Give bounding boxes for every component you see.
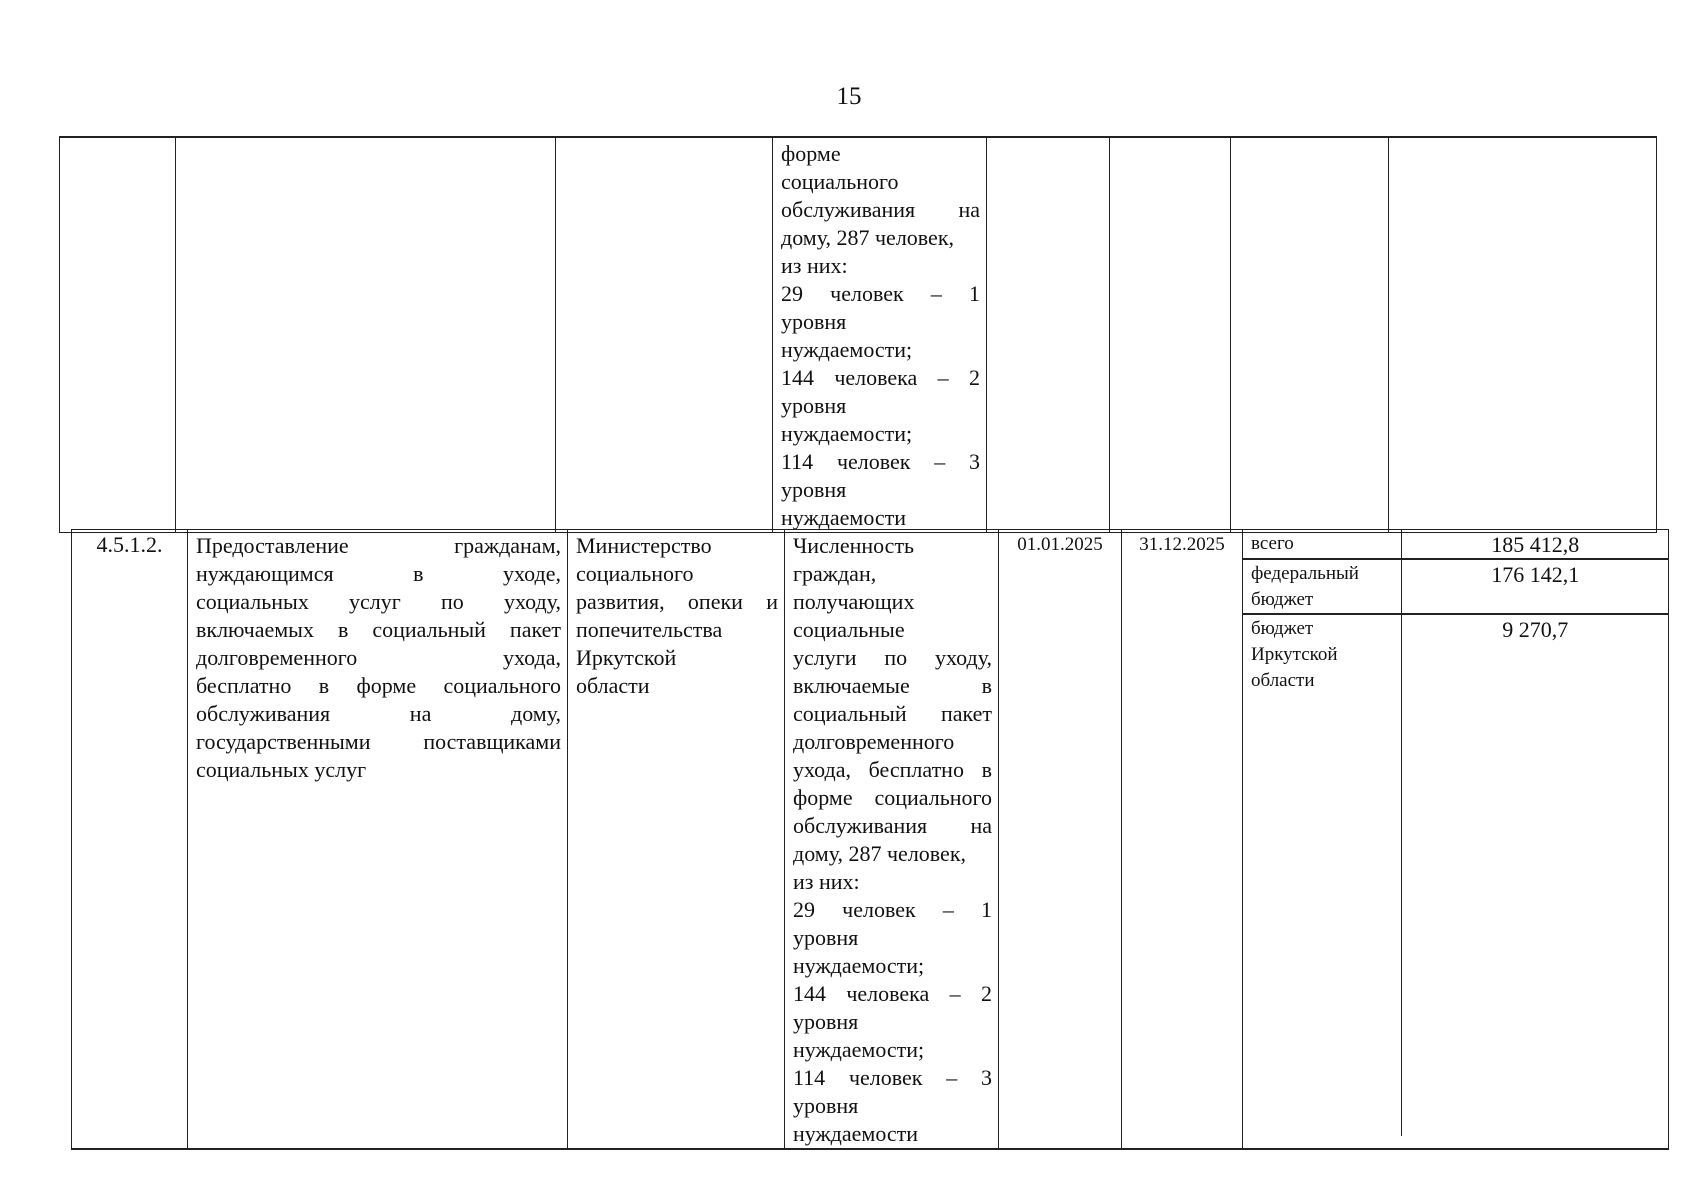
text-line: нуждаемости; bbox=[793, 1037, 925, 1062]
text-line: Численность bbox=[793, 533, 915, 558]
indicator-text-continued bbox=[773, 138, 986, 532]
cell-measure-empty bbox=[176, 137, 556, 533]
text-line: развития, опеки и bbox=[576, 589, 778, 614]
text-line: обслуживания на bbox=[781, 197, 980, 222]
text-line: включаемых в социальный пакет bbox=[196, 617, 561, 642]
financing-source: федеральный бюджет bbox=[1243, 559, 1401, 614]
text-line: обслуживания на дому, bbox=[196, 701, 561, 726]
cell-number bbox=[72, 530, 188, 1150]
text-line: 29 человек – 1 bbox=[781, 281, 980, 306]
financing-row bbox=[1243, 530, 1669, 559]
text-line: дому, 287 человек, bbox=[793, 841, 967, 866]
cell-executor bbox=[568, 530, 785, 1150]
financing-row bbox=[1243, 614, 1669, 1136]
cell-start-empty bbox=[987, 137, 1110, 533]
text-line: из них: bbox=[781, 253, 848, 278]
text-line: 144 человека – 2 bbox=[781, 365, 980, 390]
text-line: нуждаемости; bbox=[793, 953, 925, 978]
text-line: 114 человек – 3 bbox=[793, 1065, 992, 1090]
text-line: граждан, bbox=[793, 561, 877, 586]
text-line: Иркутской bbox=[576, 645, 677, 670]
cell-end-date bbox=[1122, 530, 1243, 1150]
cell-end-empty bbox=[1110, 137, 1231, 533]
table-row bbox=[72, 530, 1669, 1150]
table-row-continuation bbox=[60, 137, 1657, 533]
cell-financing bbox=[1243, 530, 1669, 1150]
end-date: 31.12.2025 bbox=[1139, 534, 1225, 555]
text-line: 29 человек – 1 bbox=[793, 897, 992, 922]
text-line: нуждаемости; bbox=[781, 421, 913, 446]
text-line: бесплатно в форме социального bbox=[196, 673, 561, 698]
table-main bbox=[71, 529, 1669, 1150]
text-line: уровня bbox=[793, 1009, 859, 1034]
text-line: из них: bbox=[793, 869, 860, 894]
financing-source: бюджет Иркутской области bbox=[1243, 614, 1401, 1136]
text-line: получающих bbox=[793, 589, 915, 614]
text-line: дому, 287 человек, bbox=[781, 225, 955, 250]
executor-text bbox=[568, 530, 784, 700]
text-line: нуждающимся в уходе, bbox=[196, 561, 561, 586]
text-line: социальных услуг по уходу, bbox=[196, 589, 561, 614]
text-line: области bbox=[576, 673, 650, 698]
cell-executor-empty bbox=[556, 137, 773, 533]
text-line: включаемые в bbox=[793, 673, 992, 698]
text-line: уровня bbox=[781, 477, 847, 502]
text-line: долговременного bbox=[793, 729, 955, 754]
cell-indicator-continued bbox=[773, 137, 987, 533]
text-line: форме социального bbox=[793, 785, 992, 810]
text-line: услуги по уходу, bbox=[793, 645, 992, 670]
text-line: уровня bbox=[781, 393, 847, 418]
text-line: социального bbox=[781, 169, 899, 194]
text-line: уровня bbox=[793, 925, 859, 950]
text-line: Министерство bbox=[576, 533, 712, 558]
page-number: 15 bbox=[836, 83, 862, 110]
cell-number-empty bbox=[60, 137, 176, 533]
text-line: долговременного ухода, bbox=[196, 645, 561, 670]
cell-measure bbox=[188, 530, 568, 1150]
financing-amount: 185 412,8 bbox=[1401, 530, 1669, 559]
text-line: форме bbox=[781, 141, 841, 166]
text-line: социального bbox=[576, 561, 694, 586]
text-line: обслуживания на bbox=[793, 813, 992, 838]
start-date: 01.01.2025 bbox=[1017, 534, 1103, 555]
financing-amount: 176 142,1 bbox=[1401, 559, 1669, 614]
cell-source-empty bbox=[1231, 137, 1389, 533]
text-line: социальные bbox=[793, 617, 905, 642]
text-line: ухода, бесплатно в bbox=[793, 757, 992, 782]
text-line: уровня bbox=[793, 1093, 859, 1118]
financing-table bbox=[1243, 530, 1669, 1136]
table-continuation bbox=[59, 136, 1657, 533]
text-line: социальный пакет bbox=[793, 701, 992, 726]
text-line: нуждаемости bbox=[793, 1121, 919, 1146]
text-line: Предоставление гражданам, bbox=[196, 533, 561, 558]
text-line: социальных услуг bbox=[196, 757, 367, 782]
indicator-text bbox=[785, 530, 998, 1148]
text-line: 114 человек – 3 bbox=[781, 449, 980, 474]
text-line: государственными поставщиками bbox=[196, 729, 561, 754]
text-line: 144 человека – 2 bbox=[793, 981, 992, 1006]
text-line: попечительства bbox=[576, 617, 723, 642]
financing-row bbox=[1243, 559, 1669, 614]
text-line: нуждаемости bbox=[781, 505, 907, 530]
measure-text bbox=[188, 530, 567, 784]
row-number: 4.5.1.2. bbox=[96, 532, 163, 557]
text-line: уровня bbox=[781, 309, 847, 334]
text-line: нуждаемости; bbox=[781, 337, 913, 362]
cell-indicator bbox=[785, 530, 999, 1150]
cell-amount-empty bbox=[1389, 137, 1657, 533]
cell-start-date bbox=[999, 530, 1122, 1150]
financing-source: всего bbox=[1243, 530, 1401, 559]
financing-amount: 9 270,7 bbox=[1502, 617, 1569, 642]
